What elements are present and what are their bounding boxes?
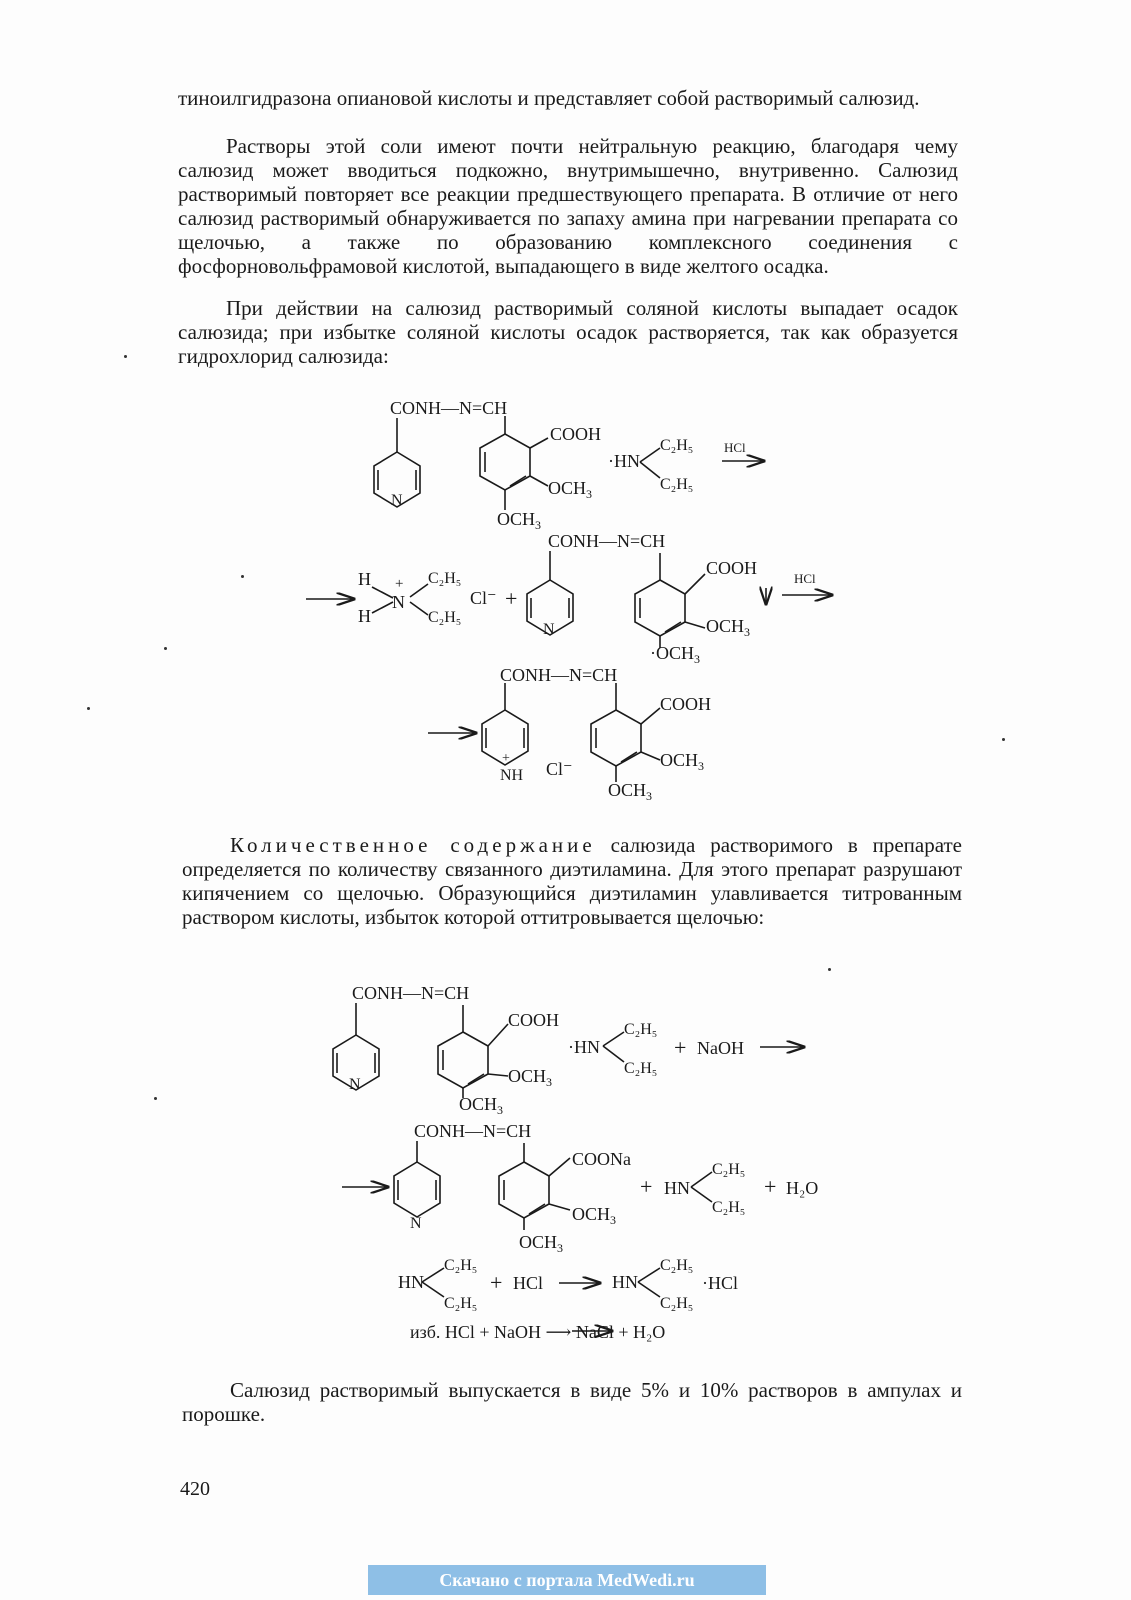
chloride-label-2: Cl⁻ xyxy=(470,588,497,608)
och3-label-1b: $OCH_3$ xyxy=(497,509,542,532)
conh-label-1: CONH—N=CH xyxy=(390,398,508,418)
och3-label-5a: $OCH_3$ xyxy=(572,1204,617,1227)
cooh-label-3: COOH xyxy=(660,694,712,714)
ethyl-label-2a: C₂H₅ xyxy=(428,570,462,587)
hcl-arrow-label-2: HCl xyxy=(794,571,816,586)
ethyl-label-6d: C₂H₅ xyxy=(660,1295,694,1312)
benzene-ring-2 xyxy=(635,580,685,636)
ethyl-label-4a: C₂H₅ xyxy=(624,1021,658,1038)
plus-charge-3: + xyxy=(502,751,510,766)
pyridinium-nh: NH xyxy=(500,767,524,784)
plus-sign-6: + xyxy=(490,1270,503,1295)
dot-hn-label-1: ·HN xyxy=(608,451,640,471)
pyridine-ring-5 xyxy=(394,1162,440,1217)
cooh-label-1: COOH xyxy=(550,424,602,444)
ethyl-label-1a: C₂H₅ xyxy=(660,437,694,454)
scan-speck xyxy=(87,707,90,710)
plus-sign-5a: + xyxy=(640,1174,653,1199)
scan-speck xyxy=(154,1097,157,1100)
paragraph-3-text: При действии на салюзид растворимый соляной кислоты выпадает осадок салюзида; при избытке соляной кислоты осадок растворяется, так как образуется гидрохлорид салюзида: xyxy=(178,296,958,368)
ethyl-label-5a: C₂H₅ xyxy=(712,1161,746,1178)
chloride-label-3: Cl⁻ xyxy=(546,759,573,779)
naoh-label-4: NaOH xyxy=(697,1038,744,1058)
hcl-arrow-label-1: HCl xyxy=(724,440,746,455)
conh-label-2: CONH—N=CH xyxy=(548,531,666,551)
download-banner[interactable]: Скачано с портала MedWedi.ru xyxy=(368,1565,766,1595)
och3-label-2a: $OCH_3$ xyxy=(706,616,751,639)
conh-label-4: CONH—N=CH xyxy=(352,983,470,1003)
scan-speck xyxy=(828,968,831,971)
ethyl-label-6c: C₂H₅ xyxy=(660,1257,694,1274)
ethyl-label-1b: C₂H₅ xyxy=(660,476,694,493)
scan-speck xyxy=(1002,738,1005,741)
ethyl-label-4b: C₂H₅ xyxy=(624,1060,658,1077)
excess-hcl-equation: изб. HCl + NaOH ⟶ NaCl + H₂O xyxy=(410,1322,666,1342)
plus-charge-2: + xyxy=(395,576,404,592)
h-label-2a: H xyxy=(358,569,371,589)
plus-sign-5b: + xyxy=(764,1174,777,1199)
ethyl-label-6b: C₂H₅ xyxy=(444,1295,478,1312)
och3-label-4b: $OCH_3$ xyxy=(459,1094,504,1117)
h-label-2b: H xyxy=(358,606,371,626)
paragraph-2-text: Растворы этой соли имеют почти нейтральную реакцию, благодаря чему салюзид может вводиться подкожно, внутримышечно, внутривенно. Салюзид растворимый повторяет все реакции предшествующего препарата. В отличие от него салюзид растворимый обнаруживается по запаху амина при нагревании препарата со щелочью, а также по образованию комплексного соединения с фосфорновольфрамовой кислотой, выпадающего в виде желтого осадка. xyxy=(178,134,958,278)
ethyl-label-6a: C₂H₅ xyxy=(444,1257,478,1274)
pyridine-n-2: N xyxy=(543,621,555,638)
paragraph-1-text: тиноилгидразона опиановой кислоты и представляет собой растворимый салюзид. xyxy=(178,86,920,110)
cooh-label-4: COOH xyxy=(508,1010,560,1030)
paragraph-5-text: Салюзид растворимый выпускается в виде 5% и 10% растворов в ампулах и порошке. xyxy=(182,1378,962,1426)
scan-speck xyxy=(124,355,127,358)
page-number: 420 xyxy=(180,1478,210,1500)
ethyl-label-2b: C₂H₅ xyxy=(428,609,462,626)
ethyl-label-5b: C₂H₅ xyxy=(712,1199,746,1216)
scan-speck xyxy=(164,647,167,650)
pyridine-n-5: N xyxy=(410,1215,422,1232)
paragraph-4-heading: Количественное содержание xyxy=(230,833,596,857)
coona-label-5: COONa xyxy=(572,1149,631,1169)
benzene-ring-5 xyxy=(499,1162,549,1218)
och3-label-2b: $\cdot OCH_3$ xyxy=(650,643,701,666)
benzene-ring-4 xyxy=(438,1032,488,1088)
och3-label-3a: $OCH_3$ xyxy=(660,750,705,773)
paragraph-4-text: салюзида растворимого в препарате определяется по количеству связанного диэтиламина. Для этого препарат разрушают кипячением со щелочью. Образующийся диэтиламин улавливается титрованным раствором кислоты, избыток которой оттитровывается щелочью: xyxy=(182,833,963,929)
plus-sign-2: + xyxy=(505,586,518,611)
benzene-ring-1 xyxy=(480,434,530,490)
benzene-ring-3 xyxy=(591,710,641,766)
scan-speck xyxy=(241,575,244,578)
plus-sign-4: + xyxy=(674,1035,687,1060)
pyridine-n-4: N xyxy=(349,1076,361,1093)
pyridine-n-1: N xyxy=(391,492,403,509)
cooh-label-2: COOH xyxy=(706,558,758,578)
dot-hn-label-4: ·HN xyxy=(568,1037,600,1057)
och3-label-5b: $OCH_3$ xyxy=(519,1232,564,1255)
hn-label-6a: HN xyxy=(398,1272,424,1292)
ammonium-n-label: N xyxy=(392,592,405,612)
hcl-label-6: HCl xyxy=(513,1273,544,1293)
dot-hcl-label-6: ·HCl xyxy=(702,1273,738,1293)
conh-label-3: CONH—N=CH xyxy=(500,665,618,685)
och3-label-4a: $OCH_3$ xyxy=(508,1066,553,1089)
och3-label-1a: $OCH_3$ xyxy=(548,478,593,501)
hn-label-5: HN xyxy=(664,1178,690,1198)
h2o-label-5: H₂O xyxy=(786,1178,819,1198)
conh-label-5: CONH—N=CH xyxy=(414,1121,532,1141)
hn-label-6b: HN xyxy=(612,1272,638,1292)
och3-label-3b: $OCH_3$ xyxy=(608,780,653,803)
